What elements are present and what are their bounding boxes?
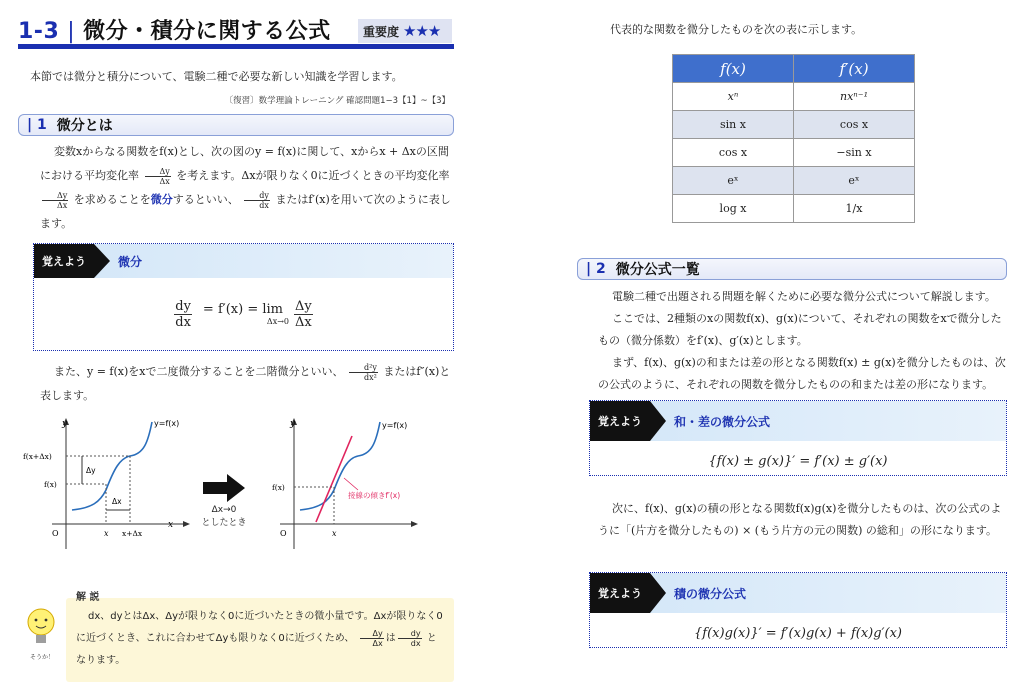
cell-func: cos x: [673, 139, 794, 167]
tick-x: x: [104, 529, 109, 538]
section-heading-2: [577, 258, 1007, 280]
expl-frac-2: [398, 629, 422, 648]
expl-frac-1: [360, 629, 384, 648]
limit-subscript: Δx→0: [266, 317, 290, 326]
tangent-graph: [260, 414, 420, 554]
section-1-num: 1: [37, 117, 47, 133]
section-1-title: 微分とは: [56, 118, 113, 134]
table-row: [673, 111, 915, 139]
section-2-title: 微分公式一覧: [615, 262, 700, 278]
s2-paragraph-2: ここでは、2種類のxの関数f(x)、g(x)について、それぞれの関数をxで微分したもの（微分係数）をf′(x)、g′(x)とします。: [598, 312, 1002, 347]
section-marker: | 1: [27, 117, 47, 133]
s2-paragraph-3: まず、f(x)、g(x)の和または差の形となる関数f(x) ± g(x)を微分したものは、次の公式のように、それぞれの関数を微分したものの和または差の形になります。: [598, 356, 1006, 391]
table-header-row: [673, 55, 915, 83]
p1-text-d: するといい、: [172, 193, 239, 206]
table-intro: 代表的な関数を微分したものを次の表に示します。: [610, 23, 863, 36]
remember-box-product-rule: [589, 572, 1007, 648]
title-divider: |: [67, 19, 76, 44]
second-derivative-fraction: [349, 363, 378, 382]
p2-text-b: またはf″(x)と表します。: [40, 365, 451, 402]
numerator: Δy: [295, 298, 312, 314]
tick-x: x: [332, 529, 337, 538]
remember-box-header: [590, 401, 1006, 441]
cell-func: xⁿ: [673, 83, 794, 111]
average-rate-graph: [22, 414, 192, 554]
cell-func: sin x: [673, 111, 794, 139]
frac-denominator: Δx: [372, 638, 383, 648]
section-marker: | 2: [586, 261, 606, 277]
tangent-label: 接線の傾きf′(x): [348, 491, 401, 500]
frac-numerator: d²y: [349, 363, 378, 373]
derivative-fraction: [244, 191, 270, 210]
cell-deriv: nxⁿ⁻¹: [794, 83, 915, 111]
p1-text-c: を求めることを: [73, 193, 151, 206]
intro-text: 本節では微分と積分について、電験二種で必要な新しい知識を学習します。: [30, 70, 403, 83]
arrow-caption-1: Δx→0: [211, 505, 237, 515]
arrow-caption-2: としたとき: [201, 518, 247, 528]
label-fxdx: f(x+Δx): [23, 452, 52, 461]
header-rule: [18, 44, 454, 49]
expl-text-b: は: [385, 633, 396, 644]
section-2-paragraphs: [598, 286, 1008, 396]
lightbulb-icon: [24, 606, 58, 650]
s2-paragraph-4: 次に、f(x)、g(x)の積の形となる関数f(x)g(x)を微分したものは、次の公式のように「(片方を微分したもの) × (もう片方の元の関数) の総和」の形になります。: [598, 502, 1002, 537]
numerator: dy: [175, 298, 191, 314]
table-row: [673, 139, 915, 167]
remember-tag: 覚えよう: [590, 573, 650, 613]
avg-rate-fraction: [145, 167, 171, 186]
bulb-caption: そうか！: [30, 654, 55, 661]
tick-xdx: x+Δx: [122, 529, 143, 538]
expl-text-c: となります。: [76, 633, 437, 666]
header-fx: f(x): [673, 55, 794, 83]
y-axis-label: y: [290, 419, 296, 429]
cell-func: eˣ: [673, 167, 794, 195]
label-dx: Δx: [112, 497, 122, 506]
p2-text-a: また、y = f(x)をxで二度微分することを二階微分といい、: [54, 365, 344, 378]
frac-numerator: dy: [398, 629, 422, 639]
cell-deriv: eˣ: [794, 167, 915, 195]
frac-denominator: Δx: [159, 176, 170, 186]
label-fx: f(x): [272, 483, 285, 492]
label-fx: f(x): [44, 480, 57, 489]
importance-stars: ★★★: [403, 22, 441, 40]
tangent-pointer: [344, 478, 358, 490]
remember-tag: 覚えよう: [34, 244, 94, 278]
origin-label: O: [280, 529, 287, 538]
cell-deriv: −sin x: [794, 139, 915, 167]
header-fpx: f′(x): [794, 55, 915, 83]
table-row: [673, 167, 915, 195]
denominator: Δx: [295, 314, 312, 330]
cell-func: log x: [673, 195, 794, 223]
section-2-num: 2: [596, 261, 606, 277]
formula-rhs-fraction: [294, 299, 313, 330]
limit-expression: [197, 302, 289, 326]
p1-text-a: 変数xからなる関数をf(x)とし、次の図のy = f(x)に関して、xからx + Δxの区間における平均変化率: [40, 145, 449, 182]
derivative-table: [672, 54, 915, 223]
remember-box-derivative: [33, 243, 454, 351]
frac-denominator: Δx: [57, 200, 68, 210]
table-row: [673, 195, 915, 223]
section-number: 1-3: [18, 19, 60, 44]
x-axis-label: x: [168, 520, 174, 530]
chapter-title: [18, 14, 331, 45]
frac-numerator: dy: [244, 191, 270, 201]
p1-text-b: を考えます。Δxが限りなく0に近づくときの平均変化率: [176, 169, 450, 182]
derivative-definition-formula: [34, 278, 453, 350]
origin-label: O: [52, 529, 59, 538]
review-note: 〔復習〕数学理論トレーニング 確認問題1−3【1】~【3】: [224, 96, 450, 106]
formula-mid: = f′(x) = lim: [202, 302, 283, 317]
section-heading-1: [18, 114, 454, 136]
tangent-line: [316, 436, 352, 522]
remember-box-title: 微分: [118, 254, 143, 269]
explanation-text: [76, 606, 446, 672]
second-derivative-paragraph: [40, 360, 454, 408]
frac-denominator: dx: [259, 200, 269, 210]
table-row: [673, 83, 915, 111]
remember-box-sum-rule: [589, 400, 1007, 476]
s2-paragraph-1: 電験二種で出題される問題を解くために必要な微分公式について解説します。: [612, 290, 996, 303]
right-arrow-icon: [203, 474, 245, 502]
frac-denominator: dx²: [363, 372, 377, 382]
limit-transition: [196, 474, 252, 528]
frac-denominator: dx: [410, 638, 421, 648]
label-dy: Δy: [86, 466, 96, 475]
avg-rate-fraction-2: [42, 191, 68, 210]
remember-box-title: 和・差の微分公式: [674, 414, 771, 429]
x-axis-arrowhead: [183, 521, 190, 527]
page-title: 微分・積分に関する公式: [83, 19, 331, 44]
cell-deriv: 1/x: [794, 195, 915, 223]
sum-rule-formula: {f(x) ± g(x)}′ = f′(x) ± g′(x): [708, 453, 888, 469]
section-1-paragraph: [40, 140, 454, 236]
explanation-tab: 解 説: [76, 592, 100, 603]
formula-lhs-fraction: [174, 299, 192, 330]
remember-box-header: [590, 573, 1006, 613]
expl-text-a: dx、dyとはΔx、Δyが限りなく0に近づいたときの微小量です。Δxが限りなく0に近づくとき、これに合わせてΔyも限りなく0に近づくため、: [76, 611, 443, 644]
curve-label: y=f(x): [382, 421, 408, 430]
frac-numerator: Δy: [145, 167, 171, 177]
curve-label: y=f(x): [154, 419, 180, 428]
x-axis-arrowhead: [411, 521, 418, 527]
frac-numerator: Δy: [42, 191, 68, 201]
keyword-differentiation: 微分: [150, 193, 173, 206]
remember-tag: 覚えよう: [590, 401, 650, 441]
y-axis-label: y: [62, 419, 68, 429]
importance-badge: [358, 19, 452, 43]
cell-deriv: cos x: [794, 111, 915, 139]
frac-numerator: Δy: [360, 629, 384, 639]
p1-text-e: またはf′(x)を用いて次のように表します。: [40, 193, 451, 230]
remember-box-header: [34, 244, 453, 278]
remember-box-title: 積の微分公式: [674, 586, 747, 601]
product-rule-formula: {f(x)g(x)}′ = f′(x)g(x) + f(x)g′(x): [694, 625, 902, 641]
denominator: dx: [175, 314, 191, 330]
importance-label: 重要度: [363, 24, 400, 39]
